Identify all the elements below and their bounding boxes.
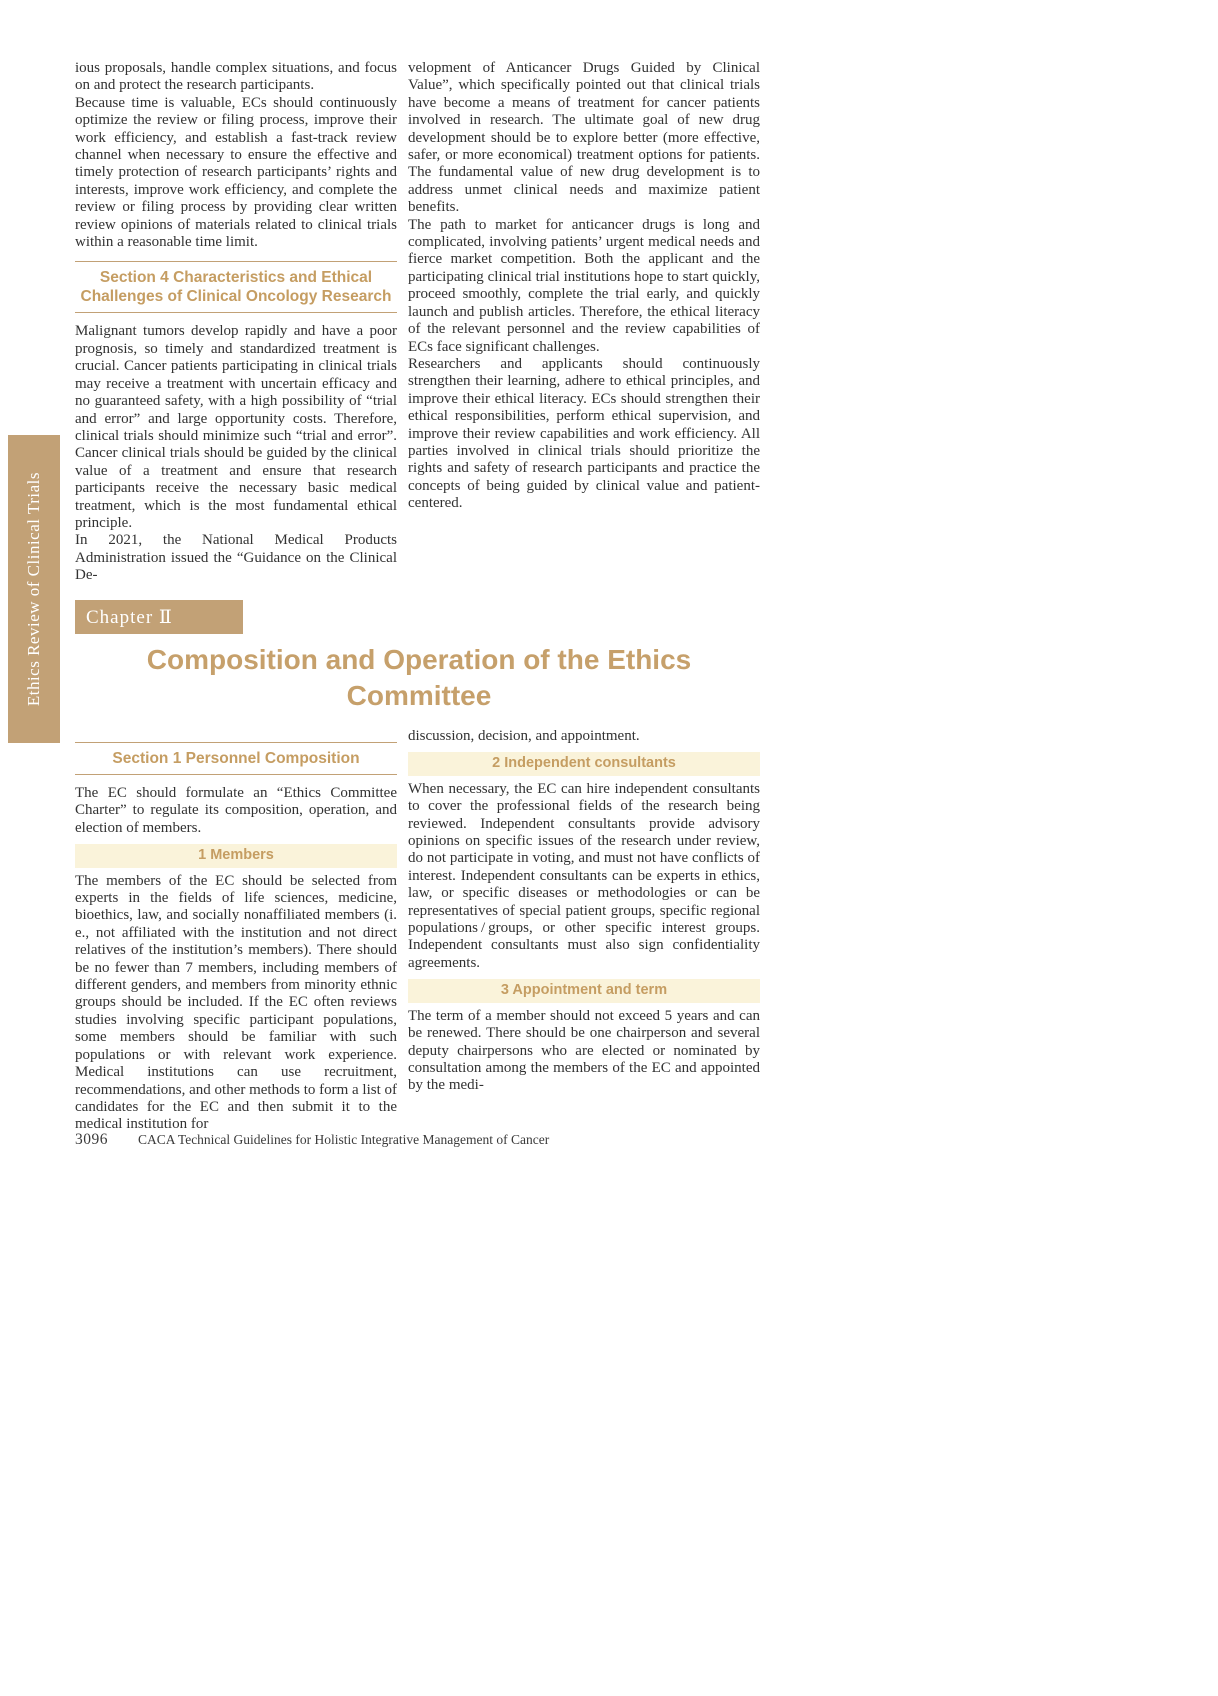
paragraph: The path to market for anticancer drugs is long and complicated, involving patients’ urgent medical needs and fierce market competition. Both the applicant and the participating clinical trial institutions hope to start quickly, proceed smoothly, complete the trial early, and quickly launch and publish articles. Therefore, the ethical literacy of the relevant personnel and the review capabilities of ECs face significant challenges. (408, 216, 760, 355)
running-title: CACA Technical Guidelines for Holistic Integrative Management of Cancer (138, 1132, 550, 1147)
top-right-column (408, 60, 760, 513)
edge-tab (8, 435, 60, 743)
paragraph: Researchers and applicants should continuously strengthen their learning, adhere to ethical principles, and improve their ethical literacy. ECs should strengthen their ethical responsibilities, perform ethical supervision, and improve their review capabilities and work efficiency. All parties involved in clinical trials should prioritize the rights and safety of research participants and practice the concepts of being guided by clinical value and patient-centered. (408, 355, 760, 512)
subheading-members: 1 Members (75, 844, 397, 867)
page-number: 3096 (75, 1131, 108, 1148)
paragraph: Malignant tumors develop rapidly and have a poor prognosis, so timely and standardized treatment is crucial. Cancer patients participating in clinical trials may receive a treatment with uncertain efficacy and no guaranteed safety, with a high possibility of “trial and error” and large opportunity costs. Therefore, clinical trials should minimize such “trial and error”. Cancer clinical trials should be guided by the clinical value of a treatment and ensure that research participants receive the necessary basic medical treatment, which is the most fundamental ethical principle. (75, 323, 397, 531)
paragraph: The EC should formulate an “Ethics Committee Charter” to regulate its composition, operation, and election of members. (75, 785, 397, 836)
paragraph: In 2021, the National Medical Products Administration issued the “Guidance on the Clinical De- (75, 532, 397, 584)
section-4-heading: Section 4 Characteristics and Ethical Challenges of Clinical Oncology Research (75, 261, 397, 313)
top-left-column (75, 60, 397, 585)
chapter-label-box (75, 600, 243, 634)
bottom-right-column (408, 728, 760, 1095)
paragraph: When necessary, the EC can hire independent consultants to cover the professional fields of the research being reviewed. Independent consultants provide advisory opinions on specific issues of the research under review, do not participate in voting, and must not have conflicts of interest. Independent consultants can be experts in ethics, law, or specific diseases or methodologies or can be representatives of special patient groups, specific regional populations / groups, or other specific interest groups. Independent consultants must also sign confidentiality agreements. (408, 780, 760, 971)
paragraph: velopment of Anticancer Drugs Guided by Clinical Value”, which specifically pointed out that clinical trials have become a means of treatment for cancer patients involved in research. The ultimate goal of new drug development should be to explore better (more effective, safer, or more economical) treatment options for patients. The fundamental value of new drug development is to address unmet clinical needs and maximize patient benefits. (408, 60, 760, 216)
subheading-appointment: 3 Appointment and term (408, 979, 760, 1002)
paragraph: The term of a member should not exceed 5 years and can be renewed. There should be one chairperson and several deputy chairpersons who are elected or nominated by consultation among the members of the EC and appointed by the medi- (408, 1007, 760, 1094)
paragraph: The members of the EC should be selected from experts in the fields of life sciences, medicine, bioethics, law, and socially nonaffiliated members (i. e., not affiliated with the institution and not direct relatives of the institution’s members). There should be no fewer than 7 members, including members of different genders, and members from minority ethnic groups should be included. If the EC often reviews studies involving specific participant populations, some members should be familiar with such populations or with relevant work experience. Medical institutions can use recruitment, recommendations, and other methods to form a list of candidates for the EC and then submit it to the medical institution for (75, 872, 398, 1133)
section-1-heading: Section 1 Personnel Composition (75, 742, 397, 775)
edge-tab-label: Ethics Review of Clinical Trials (24, 471, 43, 707)
page-footer (75, 1131, 549, 1149)
paragraph: Because time is valuable, ECs should continuously optimize the review or filing process, improve their work efficiency, and establish a fast-track review channel when necessary to ensure the effective and timely protection of research participants’ rights and interests, improve work efficiency, and complete the review or filing process by providing clear written review opinions of materials related to clinical trials within a reasonable time limit. (75, 94, 397, 251)
subheading-consultants: 2 Independent consultants (408, 752, 760, 775)
paragraph: discussion, decision, and appointment. (408, 728, 640, 744)
chapter-title: Composition and Operation of the Ethics Committee (146, 644, 692, 711)
bottom-left-column (75, 742, 397, 1134)
chapter-label: Chapter Ⅱ (86, 606, 173, 628)
paragraph: ious proposals, handle complex situations, and focus on and protect the research participants. (75, 60, 397, 94)
